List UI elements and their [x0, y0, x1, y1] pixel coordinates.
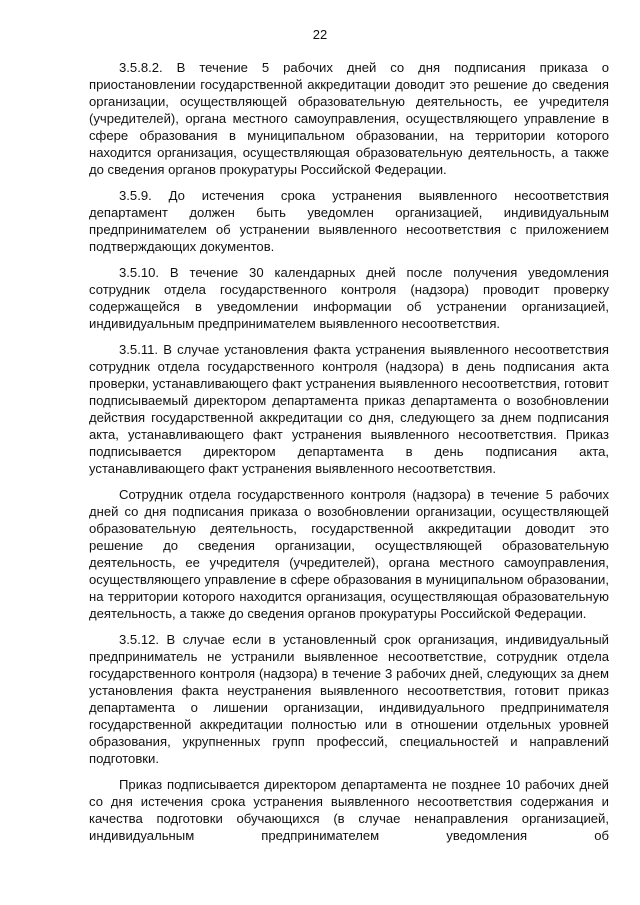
paragraph-notification-after-restoration: Сотрудник отдела государственного контроля (надзора) в течение 5 рабочих дней со дня подписания приказа о возобновлении организации, осуществляющей образовательную деятельность, государственной аккредитации доводит это решение до сведения организации, осуществляющей образовательную деятельность, ее учредителя (учредителей), органа местного самоуправления, осуществляющего управление в сфере образования в муниципальном образовании, на территории которого находится организация, осуществляющая образовательную деятельность, а также до сведения органов прокуратуры Российской Федерации. [89, 487, 609, 621]
paragraph-3-5-8-2: 3.5.8.2. В течение 5 рабочих дней со дня подписания приказа о приостановлении государственной аккредитации доводит это решение до сведения организации, осуществляющей образовательную деятельность, ее учредителя (учредителей), органа местного самоуправления, осуществляющего управление в сфере образования в муниципальном образовании, на территории которого находится организация, осуществляющая образовательную деятельность, а также до сведения органов прокуратуры Российской Федерации. [89, 60, 609, 177]
page-number: 22 [312, 27, 328, 42]
paragraph-3-5-10: 3.5.10. В течение 30 календарных дней после получения уведомления сотрудник отдела государственного контроля (надзора) проводит проверку содержащейся в уведомлении информации об устранении организацией, индивидуальным предпринимателем выявленного несоответствия. [89, 265, 609, 331]
paragraph-3-5-12: 3.5.12. В случае если в установленный срок организация, индивидуальный предприниматель не устранили выявленное несоответствие, сотрудник отдела государственного контроля (надзора) в течение 3 рабочих дней, следующих за днем установления факта неустранения выявленного несоответствия, готовит приказ департамента о лишении организации, индивидуального предпринимателя государственной аккредитации полностью или в отношении отдельных уровней образования, укрупненных групп профессий, специальностей и направлений подготовки. [89, 632, 609, 766]
paragraph-order-signing: Приказ подписывается директором департамента не позднее 10 рабочих дней со дня истечения срока устранения выявленного несоответствия содержания и качества подготовки обучающихся (в случае ненаправления организацией, индивидуальным предпринимателем уведомления об [89, 777, 609, 843]
paragraph-3-5-9: 3.5.9. До истечения срока устранения выявленного несоответствия департамент должен быть уведомлен организацией, индивидуальным предпринимателем об устранении выявленного несоответствия с приложением подтверждающих документов. [89, 188, 609, 254]
paragraph-3-5-11: 3.5.11. В случае установления факта устранения выявленного несоответствия сотрудник отдела государственного контроля (надзора) в день подписания акта проверки, устанавливающего факт устранения выявленного несоответствия, готовит подписываемый директором департамента приказ департамента о возобновлении действия государственной аккредитации со дня, следующего за днем подписания акта, устанавливающего факт устранения выявленного несоответствия. Приказ подписывается директором департамента в день подписания акта, устанавливающего факт устранения выявленного несоответствия. [89, 342, 609, 476]
document-body [89, 59, 609, 853]
